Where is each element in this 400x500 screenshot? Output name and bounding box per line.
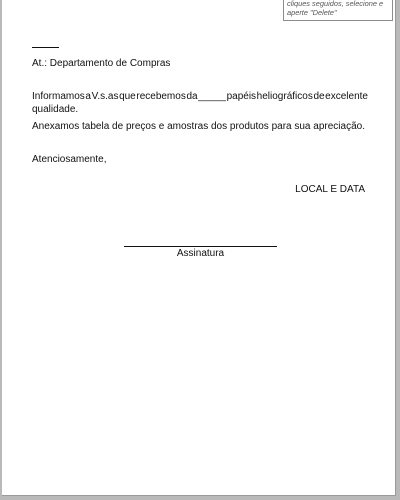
paragraph-attached: Anexamos tabela de preços e amostras dos produtos para sua apreciação. — [32, 121, 365, 132]
paragraph-word: papéis — [226, 91, 257, 102]
paragraph-word: heliográficos — [256, 91, 313, 102]
instruction-note-line-1: cliques seguidos, selecione e — [287, 0, 384, 8]
signature-label: Assinatura — [176, 248, 225, 259]
closing-salutation: Atenciosamente, — [32, 154, 107, 165]
instruction-note-line-2: aperte "Delete" — [287, 8, 337, 18]
paragraph-word: _____ — [198, 91, 226, 102]
attention-line: At.: Departamento de Compras — [32, 58, 171, 69]
paragraph-word: V.s.as — [91, 91, 119, 102]
paragraph-word: excelente — [325, 91, 368, 102]
paragraph-word: que — [119, 91, 136, 102]
paragraph-word: da — [186, 91, 198, 102]
paragraph-word: recebemos — [136, 91, 186, 102]
paragraph-received-line-2: qualidade. — [32, 104, 79, 115]
paragraph-received — [32, 90, 368, 116]
paragraph-word: a — [85, 91, 91, 102]
paragraph-word: de — [313, 91, 325, 102]
instruction-note[interactable] — [283, 0, 393, 21]
document-page — [2, 0, 396, 496]
reference-blank — [32, 40, 59, 48]
signature-line — [124, 246, 277, 247]
paragraph-received-line-1 — [32, 90, 368, 103]
place-and-date: LOCAL E DATA — [295, 184, 365, 195]
paragraph-word: Informamos — [32, 91, 85, 102]
